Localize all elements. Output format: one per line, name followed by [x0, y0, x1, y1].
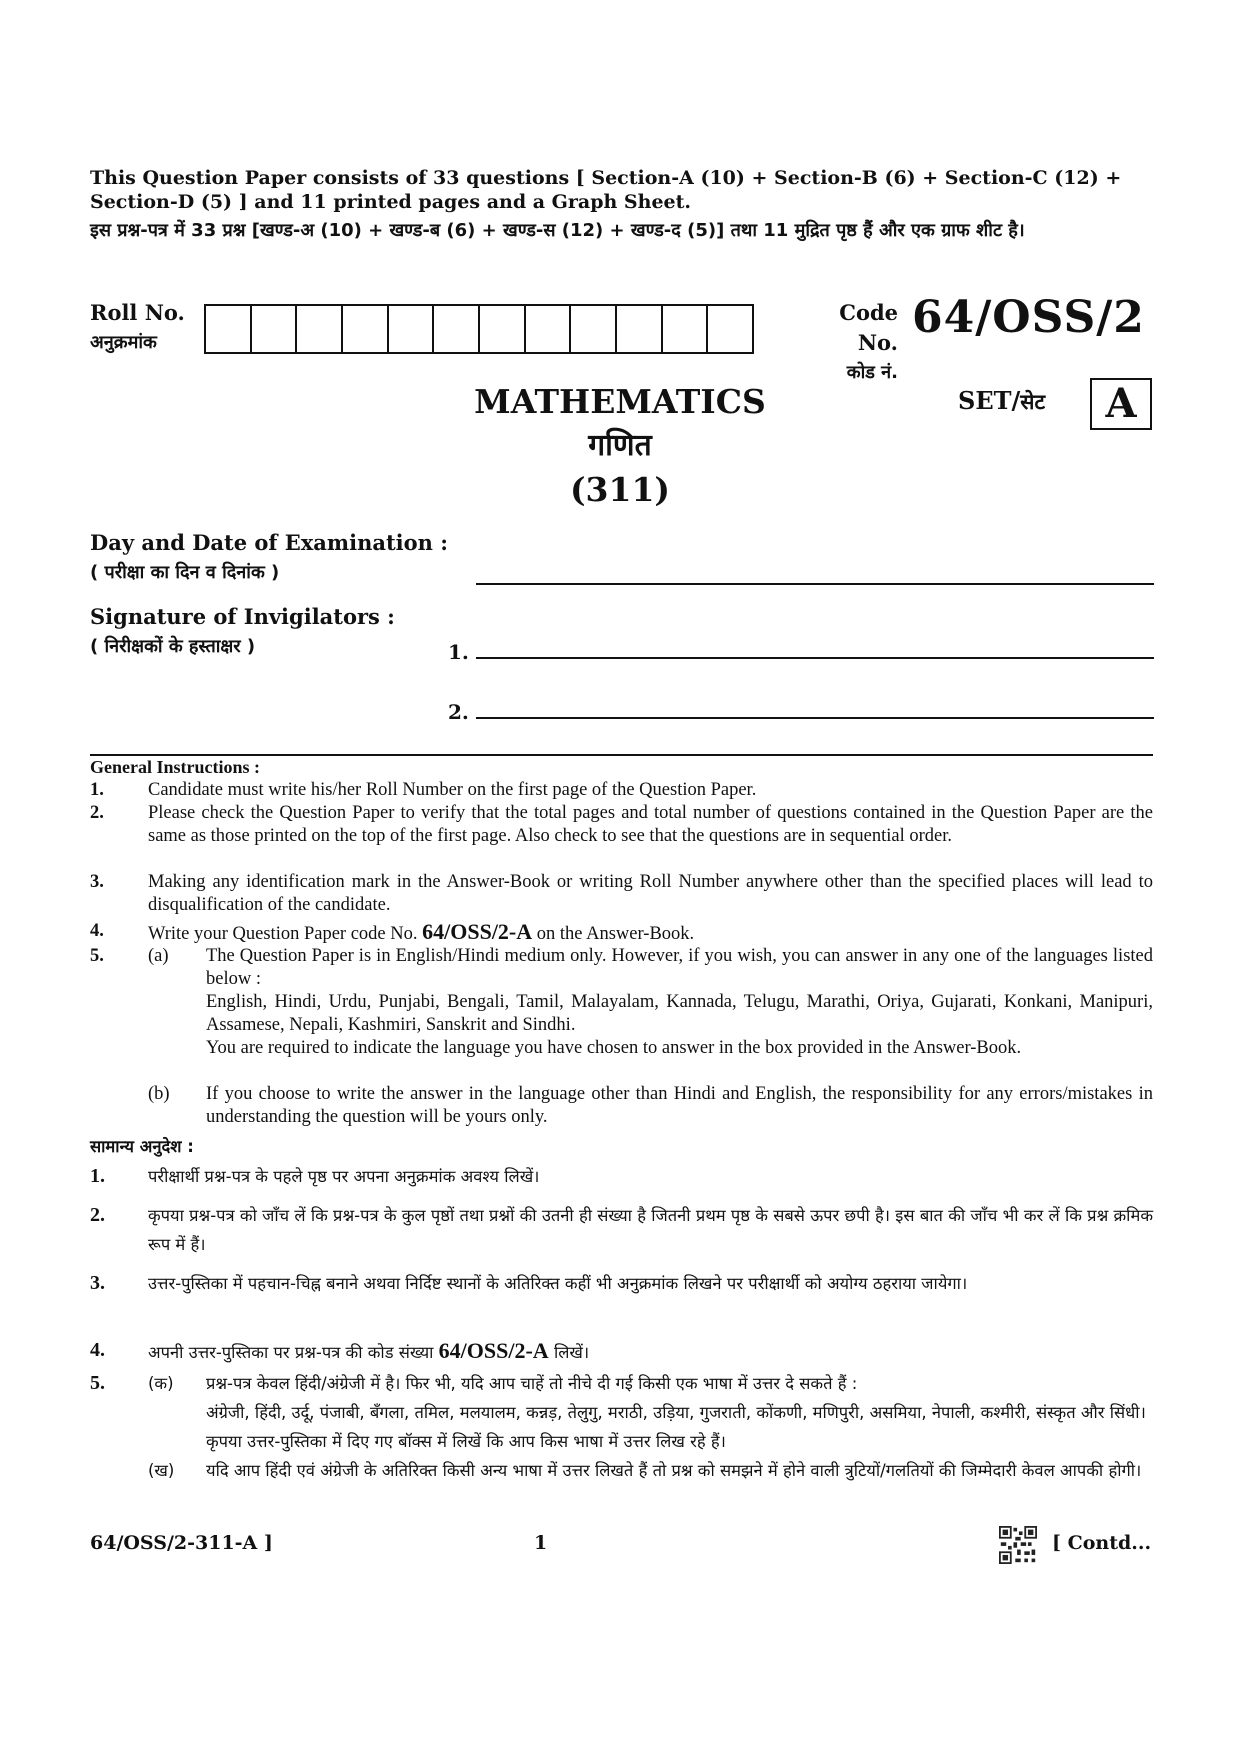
sub-label: (क): [148, 1374, 174, 1393]
instruction-number: 4.: [90, 1339, 105, 1361]
roll-box[interactable]: [571, 306, 617, 352]
instruction-text: [148, 920, 1153, 946]
roll-box[interactable]: [389, 306, 435, 352]
date-label-hindi: ( परीक्षा का दिन व दिनांक ): [90, 562, 280, 583]
sub-text-3: You are required to indicate the language you have chosen to answer in the box provided in the Answer-Book.: [206, 1038, 1022, 1058]
divider: [90, 754, 1153, 756]
sub-text-1: The Question Paper is in English/Hindi medium only. However, if you wish, you can answer in any one of the languages listed below :: [206, 946, 1153, 989]
sub-label: (a): [148, 946, 169, 966]
signature-1-line[interactable]: [476, 657, 1154, 659]
roll-box[interactable]: [297, 306, 343, 352]
instruction-4-after: on the Answer-Book.: [532, 924, 695, 944]
instruction-number: 1.: [90, 780, 104, 800]
hindi-instructions: [90, 1132, 1153, 1512]
sub-text: [206, 1369, 1153, 1456]
roll-label-hindi: अनुक्रमांक: [90, 332, 157, 353]
code-number-label: [792, 298, 898, 388]
exam-date-line[interactable]: [476, 583, 1154, 585]
subject-title: [420, 380, 820, 512]
sub-text: [206, 945, 1153, 1060]
instruction-text: Candidate must write his/her Roll Number on the first page of the Question Paper.: [148, 780, 757, 800]
roll-box[interactable]: [708, 306, 752, 352]
instruction-text: Making any identification mark in the Answer-Book or writing Roll Number anywhere other than the specified places will lead to disqualification of the candidate.: [148, 872, 1153, 915]
paper-intro: [90, 166, 1160, 247]
continued-label: [ Contd...: [1052, 1532, 1152, 1554]
set-value: A: [1090, 378, 1152, 430]
roll-number-label: [90, 298, 185, 358]
roll-box[interactable]: [343, 306, 389, 352]
instruction-4-before: Write your Question Paper code No.: [148, 924, 423, 944]
instruction-number: 2.: [90, 1204, 105, 1226]
hindi-instructions-title: सामान्य अनुदेश :: [90, 1137, 194, 1156]
signature-1-number: 1.: [448, 640, 469, 664]
instruction-text: [148, 1336, 1153, 1367]
hindi-4-after: लिखें।: [548, 1343, 590, 1362]
code-label-english: Code No.: [839, 300, 898, 355]
sub-text-1: प्रश्न-पत्र केवल हिंदी/अंग्रेजी में है। फिर भी, यदि आप चाहें तो नीचे दी गई किसी एक भाषा में उत्तर दे सकते हैं :: [206, 1374, 858, 1393]
roll-box[interactable]: [663, 306, 709, 352]
invigilator-signature-label: [90, 602, 395, 662]
page-number: 1: [534, 1532, 548, 1554]
subject-hindi: गणित: [588, 428, 652, 463]
answer-book-code: 64/OSS/2-A: [422, 919, 533, 944]
instruction-text: परीक्षार्थी प्रश्न-पत्र के पहले पृष्ठ पर अपना अनुक्रमांक अवश्य लिखें।: [148, 1167, 540, 1186]
sig-label-hindi: ( निरीक्षकों के हस्ताक्षर ): [90, 636, 256, 657]
code-label-hindi: कोड नं.: [846, 362, 898, 383]
roll-number-boxes[interactable]: [204, 304, 754, 354]
general-instructions-title: General Instructions :: [90, 757, 260, 777]
intro-hindi: इस प्रश्न-पत्र में 33 प्रश्न [खण्ड-अ (10) + खण्ड-ब (6) + खण्ड-स (12) + खण्ड-द (5)] तथा 11 मुद्रित पृष्ठ हैं और एक ग्राफ शीट है।: [90, 220, 1025, 241]
date-label-english: Day and Date of Examination :: [90, 530, 448, 555]
set-label-hindi: सेट: [1020, 390, 1046, 414]
roll-box[interactable]: [617, 306, 663, 352]
qr-code-icon: [999, 1526, 1037, 1564]
signature-2-line[interactable]: [476, 717, 1154, 719]
instruction-text: Please check the Question Paper to verify that the total pages and total number of questions contained in the Question Paper are the same as those printed on the top of the first page. Also check to see that the questions are in sequential order.: [148, 803, 1153, 846]
sig-label-english: Signature of Invigilators :: [90, 604, 395, 629]
roll-box[interactable]: [434, 306, 480, 352]
subject-english: MATHEMATICS: [474, 382, 766, 421]
general-instructions: [90, 779, 1153, 1139]
instruction-text: उत्तर-पुस्तिका में पहचान-चिह्न बनाने अथवा निर्दिष्ट स्थानों के अतिरिक्त कहीं भी अनुक्रमांक लिखने पर परीक्षार्थी को अयोग्य ठहराया जायेगा।: [148, 1274, 968, 1293]
instruction-number: 3.: [90, 1272, 105, 1294]
instruction-number: 4.: [90, 921, 104, 941]
set-label-english: SET/: [958, 386, 1021, 415]
answer-book-code: 64/OSS/2-A: [438, 1338, 549, 1363]
set-label: [958, 386, 1045, 416]
instruction-number: 3.: [90, 872, 104, 892]
sub-text: If you choose to write the answer in the language other than Hindi and English, the responsibility for any errors/mistakes in understanding the question will be yours only.: [206, 1084, 1153, 1127]
intro-english: This Question Paper consists of 33 questions [ Section-A (10) + Section-B (6) + Section-C (12) + Section-D (5) ] and 11 printed pages and a Graph Sheet.: [90, 167, 1122, 213]
roll-label-english: Roll No.: [90, 300, 185, 325]
sub-label: (ख): [148, 1461, 175, 1480]
hindi-4-before: अपनी उत्तर-पुस्तिका पर प्रश्न-पत्र की कोड संख्या: [148, 1343, 439, 1362]
instruction-number: 1.: [90, 1165, 105, 1187]
sub-text: यदि आप हिंदी एवं अंग्रेजी के अतिरिक्त किसी अन्य भाषा में उत्तर लिखते हैं तो प्रश्न को समझने में होने वाली त्रुटियों/गलतियों की जिम्मेदारी केवल आपकी होगी।: [206, 1461, 1142, 1480]
sub-text-3: कृपया उत्तर-पुस्तिका में दिए गए बॉक्स में लिखें कि आप किस भाषा में उत्तर लिख रहे हैं।: [206, 1432, 726, 1451]
language-list-hindi: अंग्रेजी, हिंदी, उर्दू, पंजाबी, बँगला, तमिल, मलयालम, कन्नड़, तेलुगु, मराठी, उड़िया, गुजराती, कोंकणी, मणिपुरी, असमिया, नेपाली, कश्मीरी, संस्कृत और सिंधी।: [206, 1403, 1146, 1422]
sub-label: (b): [148, 1084, 170, 1104]
signature-2-number: 2.: [448, 700, 469, 724]
language-list: English, Hindi, Urdu, Punjabi, Bengali, Tamil, Malayalam, Kannada, Telugu, Marathi, Oriya, Gujarati, Konkani, Manipuri, Assamese, Nepali, Kashmiri, Sanskrit and Sindhi.: [206, 992, 1153, 1035]
instruction-number: 2.: [90, 803, 104, 823]
instruction-text: कृपया प्रश्न-पत्र को जाँच लें कि प्रश्न-पत्र के कुल पृष्ठों तथा प्रश्नों की उतनी ही संख्या है जितनी प्रथम पृष्ठ के सबसे ऊपर छपी है। इस बात की जाँच भी कर लें कि प्रश्न क्रमिक रूप में हैं।: [148, 1206, 1153, 1254]
instruction-number: 5.: [90, 1372, 105, 1394]
code-number: 64/OSS/2: [912, 292, 1145, 343]
subject-number: (311): [569, 470, 671, 509]
roll-box[interactable]: [480, 306, 526, 352]
roll-box[interactable]: [526, 306, 572, 352]
footer-paper-code: 64/OSS/2-311-A ]: [90, 1532, 273, 1554]
roll-box[interactable]: [206, 306, 252, 352]
exam-date-label: [90, 528, 448, 588]
roll-box[interactable]: [252, 306, 298, 352]
instruction-number: 5.: [90, 946, 104, 966]
